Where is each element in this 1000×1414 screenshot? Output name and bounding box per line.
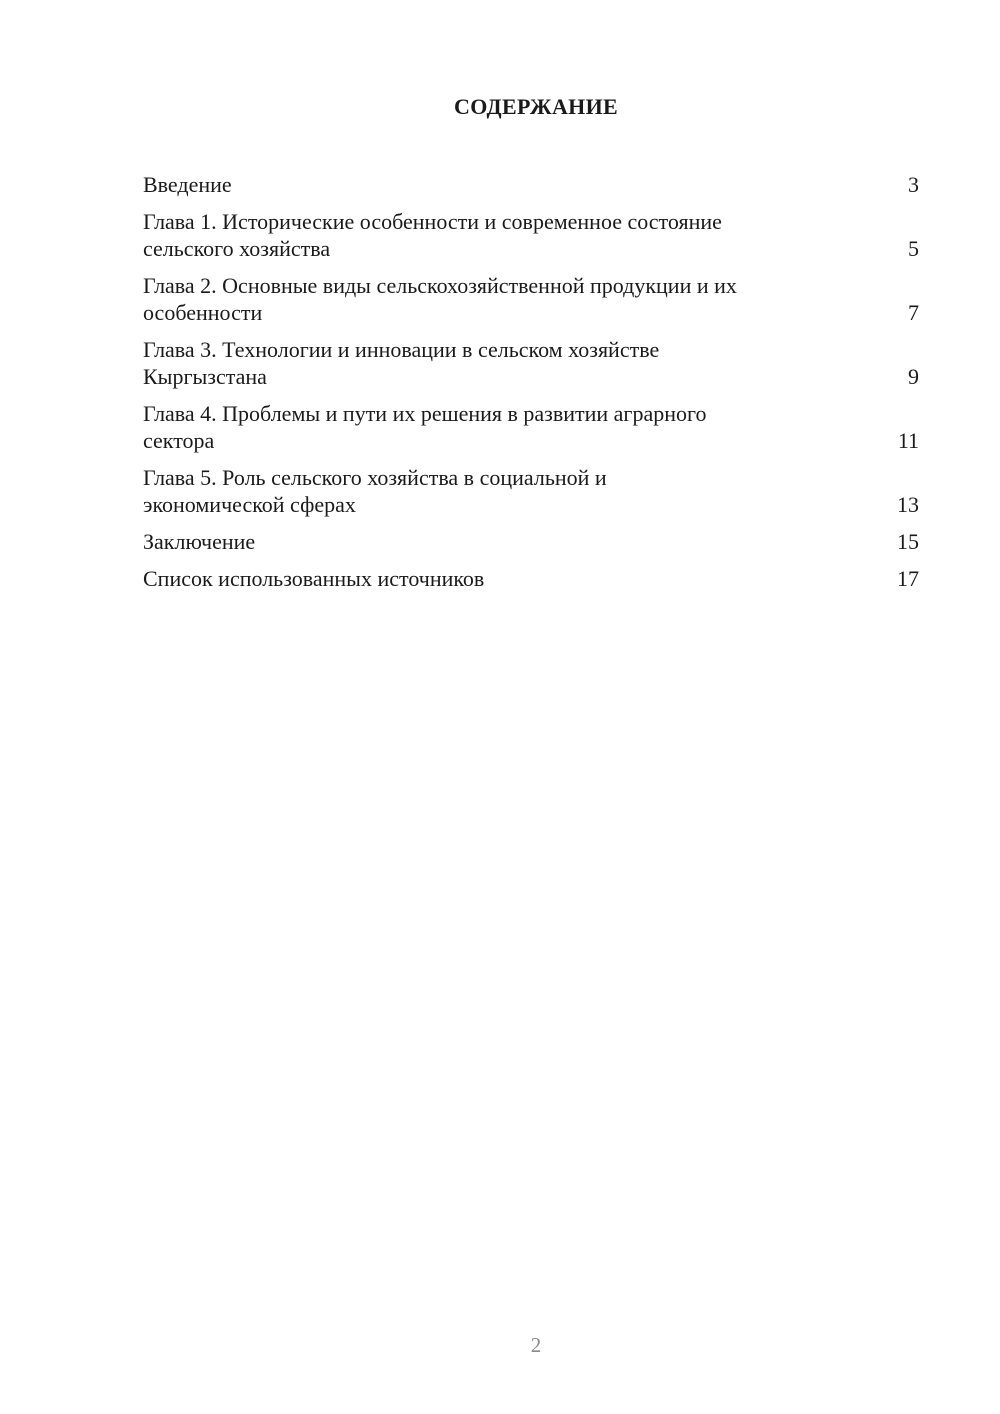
toc-entry-page-number: 17 <box>897 566 919 591</box>
toc-entry-text: Глава 1. Исторические особенности и современное состояние сельского хозяйства <box>143 209 722 261</box>
toc-entry-text: Глава 2. Основные виды сельскохозяйственной продукции и их особенности <box>143 273 737 325</box>
toc-entry-introduction[interactable] <box>143 171 919 198</box>
toc-entry-page-number: 11 <box>897 428 919 453</box>
toc-entry-text: Глава 4. Проблемы и пути их решения в развитии аграрного сектора <box>143 401 707 453</box>
toc-list <box>143 171 919 602</box>
toc-entry-text: Глава 5. Роль сельского хозяйства в социальной и экономической сферах <box>143 465 607 517</box>
toc-entry-page-number: 3 <box>908 172 919 197</box>
toc-entry-chapter-3[interactable] <box>143 336 919 390</box>
toc-entry-chapter-5[interactable] <box>143 464 919 518</box>
toc-entry-references[interactable] <box>143 565 919 592</box>
toc-entry-chapter-1[interactable] <box>143 208 919 262</box>
toc-entry-page-number: 13 <box>897 492 919 517</box>
toc-entry-chapter-4[interactable] <box>143 400 919 454</box>
toc-entry-page-number: 5 <box>908 236 919 261</box>
toc-entry-text: Заключение <box>143 529 256 554</box>
page-number: 2 <box>530 1333 542 1357</box>
toc-entry-chapter-2[interactable] <box>143 272 919 326</box>
toc-entry-text: Глава 3. Технологии и инновации в сельском хозяйстве Кыргызстана <box>143 337 660 389</box>
toc-entry-text: Введение <box>143 172 232 197</box>
toc-entry-page-number: 7 <box>908 300 919 325</box>
toc-title: СОДЕРЖАНИЕ <box>454 94 618 119</box>
toc-entry-conclusion[interactable] <box>143 528 919 555</box>
toc-entry-page-number: 15 <box>897 529 919 554</box>
toc-entry-text: Список использованных источников <box>143 566 485 591</box>
toc-entry-page-number: 9 <box>908 364 919 389</box>
